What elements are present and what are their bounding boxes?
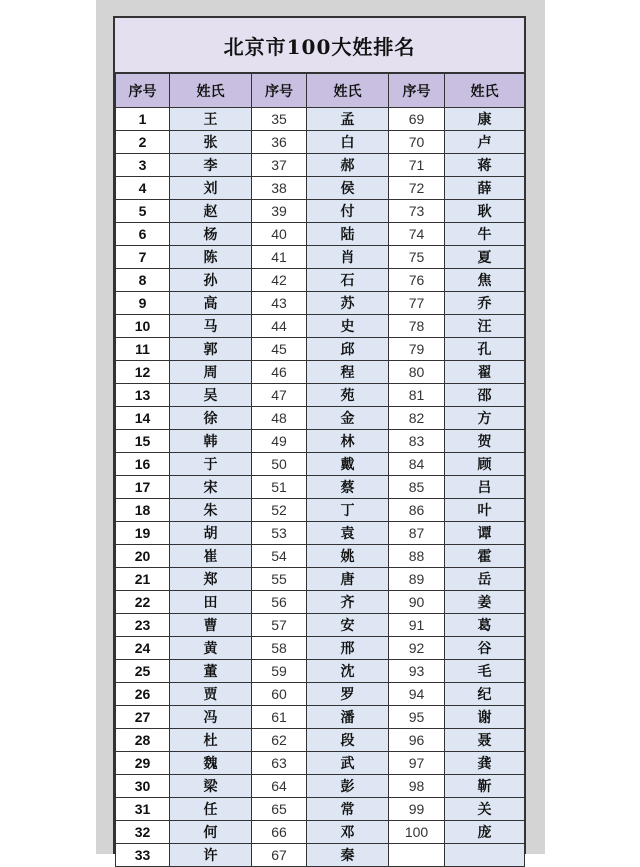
- surname-cell: 方: [445, 407, 525, 430]
- surname-cell: 姚: [307, 545, 389, 568]
- surname-cell: 段: [307, 729, 389, 752]
- rank-cell: 60: [252, 683, 307, 706]
- surname-cell: 齐: [307, 591, 389, 614]
- rank-cell: 89: [389, 568, 445, 591]
- table-row: [116, 269, 525, 292]
- surname-cell: 吴: [170, 384, 252, 407]
- surname-cell: 叶: [445, 499, 525, 522]
- surname-cell: 蔡: [307, 476, 389, 499]
- rank-cell: 75: [389, 246, 445, 269]
- rank-cell: 12: [116, 361, 170, 384]
- surname-cell: 戴: [307, 453, 389, 476]
- rank-cell: 8: [116, 269, 170, 292]
- surname-cell: 高: [170, 292, 252, 315]
- rank-cell: 91: [389, 614, 445, 637]
- surname-cell: 邢: [307, 637, 389, 660]
- surname-cell: 何: [170, 821, 252, 844]
- surname-cell: 张: [170, 131, 252, 154]
- surname-cell: 安: [307, 614, 389, 637]
- table-row: [116, 522, 525, 545]
- surname-cell: 翟: [445, 361, 525, 384]
- rank-cell: 79: [389, 338, 445, 361]
- table-row: [116, 292, 525, 315]
- rank-cell: 48: [252, 407, 307, 430]
- surname-cell: 胡: [170, 522, 252, 545]
- table-row: [116, 637, 525, 660]
- rank-cell: 11: [116, 338, 170, 361]
- surname-cell: 谢: [445, 706, 525, 729]
- surname-cell: 焦: [445, 269, 525, 292]
- surname-cell: 陆: [307, 223, 389, 246]
- rank-cell: 44: [252, 315, 307, 338]
- surname-cell: 肖: [307, 246, 389, 269]
- surname-cell: 冯: [170, 706, 252, 729]
- header-surname-3: 姓氏: [445, 74, 525, 108]
- rank-cell: 13: [116, 384, 170, 407]
- rank-cell: 80: [389, 361, 445, 384]
- rank-cell: 69: [389, 108, 445, 131]
- rank-cell: 14: [116, 407, 170, 430]
- surname-table: [115, 73, 525, 867]
- rank-cell: 61: [252, 706, 307, 729]
- rank-cell: 29: [116, 752, 170, 775]
- rank-cell: 1: [116, 108, 170, 131]
- surname-cell: 杜: [170, 729, 252, 752]
- rank-cell: 74: [389, 223, 445, 246]
- rank-cell: 98: [389, 775, 445, 798]
- rank-cell: 36: [252, 131, 307, 154]
- surname-cell: 薛: [445, 177, 525, 200]
- table-row: [116, 407, 525, 430]
- surname-cell: 韩: [170, 430, 252, 453]
- surname-cell: 沈: [307, 660, 389, 683]
- surname-cell: 曹: [170, 614, 252, 637]
- rank-cell: 31: [116, 798, 170, 821]
- surname-cell: 纪: [445, 683, 525, 706]
- surname-cell: 董: [170, 660, 252, 683]
- surname-cell: 武: [307, 752, 389, 775]
- header-rank-3: 序号: [389, 74, 445, 108]
- surname-cell: 金: [307, 407, 389, 430]
- surname-cell: 谭: [445, 522, 525, 545]
- surname-cell: 孙: [170, 269, 252, 292]
- rank-cell: 45: [252, 338, 307, 361]
- surname-cell: 梁: [170, 775, 252, 798]
- rank-cell: 50: [252, 453, 307, 476]
- rank-cell: 7: [116, 246, 170, 269]
- surname-cell: 陈: [170, 246, 252, 269]
- rank-cell: 62: [252, 729, 307, 752]
- surname-cell: 田: [170, 591, 252, 614]
- surname-cell: 靳: [445, 775, 525, 798]
- surname-cell: 白: [307, 131, 389, 154]
- rank-cell: 19: [116, 522, 170, 545]
- table-row: [116, 545, 525, 568]
- rank-cell: 90: [389, 591, 445, 614]
- sheet-title: 北京市100大姓排名: [115, 18, 524, 73]
- surname-cell: 许: [170, 844, 252, 867]
- rank-cell: 15: [116, 430, 170, 453]
- table-row: [116, 591, 525, 614]
- surname-cell: 霍: [445, 545, 525, 568]
- table-row: [116, 131, 525, 154]
- surname-cell: 关: [445, 798, 525, 821]
- surname-cell: 郑: [170, 568, 252, 591]
- table-row: [116, 384, 525, 407]
- surname-cell: 苏: [307, 292, 389, 315]
- surname-cell: 龚: [445, 752, 525, 775]
- rank-cell: 94: [389, 683, 445, 706]
- rank-cell: 58: [252, 637, 307, 660]
- rank-cell: 93: [389, 660, 445, 683]
- surname-ranking-sheet: [113, 16, 526, 864]
- rank-cell: 85: [389, 476, 445, 499]
- table-row: [116, 775, 525, 798]
- table-row: [116, 361, 525, 384]
- surname-cell: 杨: [170, 223, 252, 246]
- surname-cell: 蒋: [445, 154, 525, 177]
- surname-cell: 庞: [445, 821, 525, 844]
- table-row: [116, 476, 525, 499]
- surname-cell: 徐: [170, 407, 252, 430]
- header-rank-2: 序号: [252, 74, 307, 108]
- rank-cell: 30: [116, 775, 170, 798]
- surname-cell: 汪: [445, 315, 525, 338]
- table-row: [116, 660, 525, 683]
- surname-cell: 刘: [170, 177, 252, 200]
- surname-cell: 吕: [445, 476, 525, 499]
- rank-cell: 25: [116, 660, 170, 683]
- table-row: [116, 729, 525, 752]
- surname-cell: 乔: [445, 292, 525, 315]
- surname-cell: 夏: [445, 246, 525, 269]
- surname-cell: 谷: [445, 637, 525, 660]
- surname-cell: 孔: [445, 338, 525, 361]
- table-row: [116, 453, 525, 476]
- surname-cell: 崔: [170, 545, 252, 568]
- rank-cell: 43: [252, 292, 307, 315]
- header-surname-2: 姓氏: [307, 74, 389, 108]
- rank-cell: 22: [116, 591, 170, 614]
- surname-cell: 常: [307, 798, 389, 821]
- rank-cell: 2: [116, 131, 170, 154]
- table-row: [116, 844, 525, 867]
- surname-cell: 邱: [307, 338, 389, 361]
- surname-cell: 任: [170, 798, 252, 821]
- table-row: [116, 706, 525, 729]
- surname-cell: 葛: [445, 614, 525, 637]
- rank-cell: 63: [252, 752, 307, 775]
- rank-cell: 65: [252, 798, 307, 821]
- table-row: [116, 821, 525, 844]
- surname-cell: 魏: [170, 752, 252, 775]
- surname-cell: 宋: [170, 476, 252, 499]
- rank-cell: 57: [252, 614, 307, 637]
- table-row: [116, 200, 525, 223]
- table-row: [116, 499, 525, 522]
- rank-cell: 5: [116, 200, 170, 223]
- surname-cell: 耿: [445, 200, 525, 223]
- rank-cell: 46: [252, 361, 307, 384]
- table-row: [116, 177, 525, 200]
- rank-cell: 32: [116, 821, 170, 844]
- surname-cell: 郝: [307, 154, 389, 177]
- rank-cell: 4: [116, 177, 170, 200]
- rank-cell: 33: [116, 844, 170, 867]
- surname-cell: 彭: [307, 775, 389, 798]
- header-rank-1: 序号: [116, 74, 170, 108]
- surname-cell: 王: [170, 108, 252, 131]
- rank-cell: 87: [389, 522, 445, 545]
- rank-cell: 83: [389, 430, 445, 453]
- table-row: [116, 315, 525, 338]
- surname-cell: 袁: [307, 522, 389, 545]
- table-row: [116, 338, 525, 361]
- surname-cell: 付: [307, 200, 389, 223]
- rank-cell: 53: [252, 522, 307, 545]
- rank-cell: 78: [389, 315, 445, 338]
- rank-cell: 71: [389, 154, 445, 177]
- rank-cell: 77: [389, 292, 445, 315]
- surname-cell: 孟: [307, 108, 389, 131]
- rank-cell: 6: [116, 223, 170, 246]
- rank-cell: 16: [116, 453, 170, 476]
- rank-cell: 54: [252, 545, 307, 568]
- surname-cell: 李: [170, 154, 252, 177]
- rank-cell: 97: [389, 752, 445, 775]
- rank-cell: 27: [116, 706, 170, 729]
- rank-cell: 23: [116, 614, 170, 637]
- surname-cell: 史: [307, 315, 389, 338]
- surname-cell: 邵: [445, 384, 525, 407]
- table-row: [116, 752, 525, 775]
- rank-cell: 40: [252, 223, 307, 246]
- surname-cell: 于: [170, 453, 252, 476]
- table-row: [116, 154, 525, 177]
- table-row: [116, 683, 525, 706]
- rank-cell: 81: [389, 384, 445, 407]
- table-row: [116, 108, 525, 131]
- surname-cell: 康: [445, 108, 525, 131]
- rank-cell: 100: [389, 821, 445, 844]
- header-surname-1: 姓氏: [170, 74, 252, 108]
- surname-cell: 姜: [445, 591, 525, 614]
- surname-cell: [445, 844, 525, 867]
- surname-cell: 岳: [445, 568, 525, 591]
- surname-cell: 贾: [170, 683, 252, 706]
- rank-cell: 67: [252, 844, 307, 867]
- rank-cell: 59: [252, 660, 307, 683]
- rank-cell: 70: [389, 131, 445, 154]
- header-row: [116, 74, 525, 108]
- rank-cell: 88: [389, 545, 445, 568]
- rank-cell: 92: [389, 637, 445, 660]
- table-row: [116, 568, 525, 591]
- rank-cell: 9: [116, 292, 170, 315]
- rank-cell: 86: [389, 499, 445, 522]
- table-row: [116, 798, 525, 821]
- table-row: [116, 614, 525, 637]
- rank-cell: 38: [252, 177, 307, 200]
- surname-cell: 丁: [307, 499, 389, 522]
- rank-cell: 96: [389, 729, 445, 752]
- surname-cell: 赵: [170, 200, 252, 223]
- surname-cell: 卢: [445, 131, 525, 154]
- table-row: [116, 246, 525, 269]
- rank-cell: 18: [116, 499, 170, 522]
- rank-cell: 10: [116, 315, 170, 338]
- rank-cell: 55: [252, 568, 307, 591]
- rank-cell: 84: [389, 453, 445, 476]
- rank-cell: 42: [252, 269, 307, 292]
- surname-cell: 聂: [445, 729, 525, 752]
- table-row: [116, 223, 525, 246]
- rank-cell: 76: [389, 269, 445, 292]
- surname-cell: 毛: [445, 660, 525, 683]
- rank-cell: 82: [389, 407, 445, 430]
- rank-cell: 17: [116, 476, 170, 499]
- surname-cell: 牛: [445, 223, 525, 246]
- rank-cell: 52: [252, 499, 307, 522]
- rank-cell: 35: [252, 108, 307, 131]
- surname-cell: 石: [307, 269, 389, 292]
- rank-cell: [389, 844, 445, 867]
- rank-cell: 3: [116, 154, 170, 177]
- rank-cell: 21: [116, 568, 170, 591]
- surname-cell: 黄: [170, 637, 252, 660]
- rank-cell: 51: [252, 476, 307, 499]
- rank-cell: 99: [389, 798, 445, 821]
- rank-cell: 39: [252, 200, 307, 223]
- surname-cell: 周: [170, 361, 252, 384]
- surname-cell: 邓: [307, 821, 389, 844]
- surname-cell: 秦: [307, 844, 389, 867]
- rank-cell: 72: [389, 177, 445, 200]
- rank-cell: 24: [116, 637, 170, 660]
- rank-cell: 73: [389, 200, 445, 223]
- surname-cell: 贺: [445, 430, 525, 453]
- table-row: [116, 430, 525, 453]
- rank-cell: 56: [252, 591, 307, 614]
- surname-cell: 郭: [170, 338, 252, 361]
- rank-cell: 26: [116, 683, 170, 706]
- surname-cell: 潘: [307, 706, 389, 729]
- rank-cell: 41: [252, 246, 307, 269]
- rank-cell: 47: [252, 384, 307, 407]
- rank-cell: 49: [252, 430, 307, 453]
- surname-cell: 罗: [307, 683, 389, 706]
- surname-cell: 马: [170, 315, 252, 338]
- surname-cell: 苑: [307, 384, 389, 407]
- surname-cell: 程: [307, 361, 389, 384]
- rank-cell: 28: [116, 729, 170, 752]
- rank-cell: 37: [252, 154, 307, 177]
- surname-cell: 侯: [307, 177, 389, 200]
- rank-cell: 66: [252, 821, 307, 844]
- rank-cell: 64: [252, 775, 307, 798]
- surname-cell: 朱: [170, 499, 252, 522]
- rank-cell: 95: [389, 706, 445, 729]
- surname-cell: 顾: [445, 453, 525, 476]
- rank-cell: 20: [116, 545, 170, 568]
- surname-cell: 唐: [307, 568, 389, 591]
- surname-cell: 林: [307, 430, 389, 453]
